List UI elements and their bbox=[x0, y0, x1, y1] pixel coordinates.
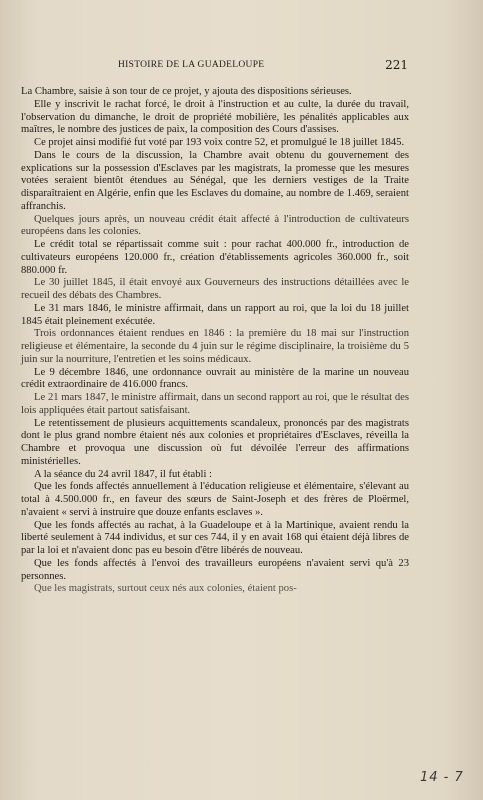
paragraph: Le 31 mars 1846, le ministre affirmait, dans un rapport au roi, que la loi du 18 juillet 1845 était pleinement exécutée. bbox=[21, 302, 409, 327]
paragraph: A la séance du 24 avril 1847, il fut établi : bbox=[34, 468, 212, 480]
paragraph: Le 30 juillet 1845, il était envoyé aux Gouverneurs des instructions détaillées avec le recueil des débats des Chambres. bbox=[21, 277, 409, 301]
paragraph: Le retentissement de plusieurs acquittements scandaleux, prononcés par des magistrats dont le plus grand nombre étaient nés aux colonies et propriétaires d'Esclaves, réveilla la Chambre et provoqua une discussion où fut dévoilée l'erreur des affirmations ministérielles. bbox=[21, 417, 409, 467]
paragraph: Trois ordonnances étaient rendues en 1846 : la première du 18 mai sur l'instruction religieuse et élémentaire, la seconde du 4 juin sur le régime disciplinaire, la troisième du 5 juin sur la nourriture, l'entretien et les soins médicaux. bbox=[21, 328, 409, 365]
paragraph: Le 9 décembre 1846, une ordonnance ouvrait au ministère de la marine un nouveau crédit extraordinaire de 416.000 francs. bbox=[21, 366, 409, 391]
paragraph: Le 21 mars 1847, le ministre affirmait, dans un second rapport au roi, que le résultat des lois appliquées était partout satisfaisant. bbox=[21, 392, 409, 416]
paragraph: Quelques jours après, un nouveau crédit était affecté à l'introduction de cultivateurs européens dans les colonies. bbox=[21, 213, 409, 238]
paragraph: Que les fonds affectés au rachat, à la Guadeloupe et à la Martinique, avaient rendu la liberté seulement à 744 individus, et sur ces 744, il y en avait 168 qui étaient déjà libres de par la loi et n'avaient donc pas eu besoin d'être libérés de nouveau. bbox=[21, 519, 409, 556]
paragraph: Que les fonds affectés à l'envoi des travailleurs européens n'avaient servi qu'à 23 personnes. bbox=[21, 557, 409, 582]
running-title: HISTOIRE DE LA GUADELOUPE bbox=[118, 60, 265, 70]
page-number: 221 bbox=[385, 58, 408, 72]
handwritten-note: 14 - 7 bbox=[420, 770, 464, 785]
paragraph: Ce projet ainsi modifié fut voté par 193 voix contre 52, et promulgué le 18 juillet 1845. bbox=[34, 137, 405, 148]
paragraph: La Chambre, saisie à son tour de ce projet, y ajouta des dispositions sérieuses. bbox=[21, 86, 352, 97]
paragraph: Dans le cours de la discussion, la Chambre avait obtenu du gouvernement des explications sur la possession d'Esclaves par les magistrats, la promesse que les mesures votées seraient bientôt étendues au Sénégal, que les derniers vestiges de la Traite disparaîtraient en Algérie, enfin que les Esclaves du domaine, au nombre de 1.469, seraient affranchis. bbox=[21, 149, 409, 212]
paragraph: Le crédit total se répartissait comme suit : pour rachat 400.000 fr., introduction de cultivateurs européens 120.000 fr., création d'établissements agricoles 360.000 fr., soit 880.000 fr. bbox=[21, 239, 409, 276]
paragraph: Que les magistrats, surtout ceux nés aux colonies, étaient pos- bbox=[34, 583, 297, 595]
body-text bbox=[21, 86, 409, 596]
paragraph: Elle y inscrivit le rachat forcé, le droit à l'instruction et au culte, la durée du travail, l'observation du dimanche, le droit de propriété mobilière, les pénalités applicables aux maîtres, le nombre des justices de paix, la composition des Cours d'assises. bbox=[21, 98, 409, 136]
paragraph: Que les fonds affectés annuellement à l'éducation religieuse et élémentaire, s'élevant au total à 4.500.000 fr., en faveur des sœurs de Saint-Joseph et des frères de Ploërmel, n'avaient « servi à instruire que douze enfants esclaves ». bbox=[21, 481, 409, 518]
page-header bbox=[20, 60, 408, 76]
